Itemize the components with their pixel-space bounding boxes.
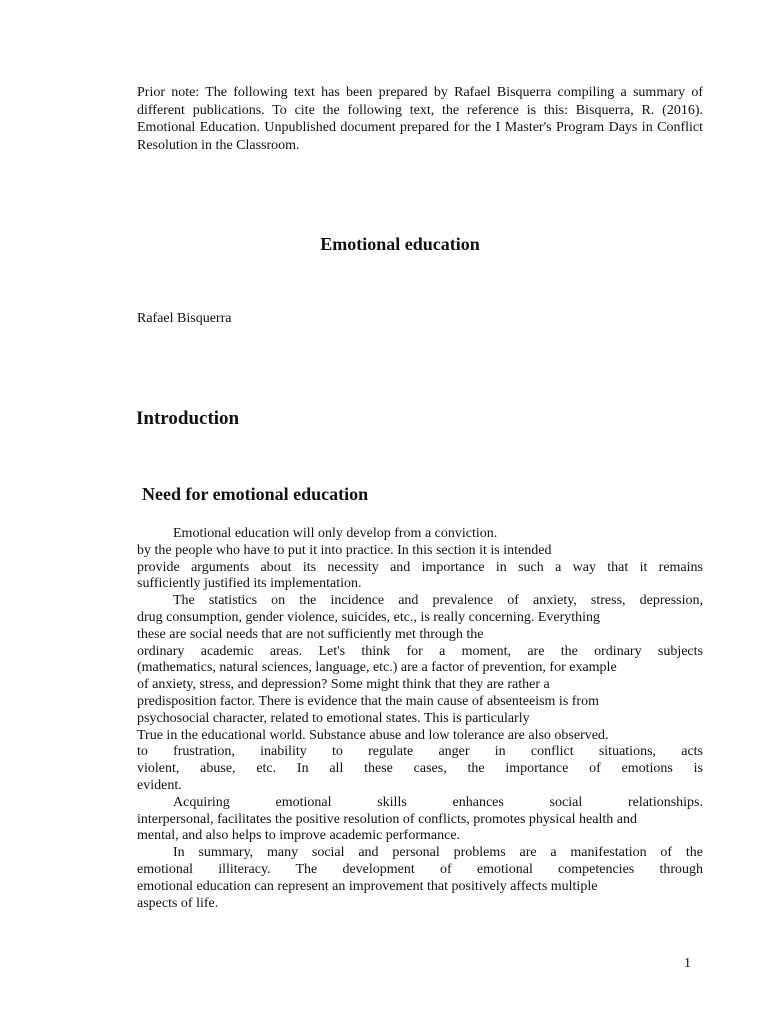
body-line: of anxiety, stress, and depression? Some might think that they are rather a [137, 677, 550, 693]
body-line: to frustration, inability to regulate anger in conflict situations, acts [137, 744, 703, 760]
body-line: psychosocial character, related to emotional states. This is particularly [137, 710, 530, 726]
body-line: interpersonal, facilitates the positive resolution of conflicts, promotes physical health and [137, 811, 637, 827]
body-line: aspects of life. [137, 895, 219, 911]
body-line: True in the educational world. Substance abuse and low tolerance are also observed. [137, 727, 609, 743]
body-line: In summary, many social and personal problems are a manifestation of the [173, 845, 703, 861]
body-line: Emotional education will only develop from a conviction. [173, 526, 498, 541]
body-line: these are social needs that are not sufficiently met through the [137, 626, 484, 642]
body-line: (mathematics, natural sciences, language, etc.) are a factor of prevention, for example [137, 660, 617, 676]
prior-note: Prior note: The following text has been prepared by Rafael Bisquerra compiling a summary of different publications. To cite the following text, the reference is this: Bisquerra, R. (2016). Emotional Education. Unpublished document prepared for the I Master's Program Days in Conflict Resolution in the Classroom. [137, 85, 703, 153]
body-line: provide arguments about its necessity and importance in such a way that it remains [137, 559, 703, 575]
body-line: mental, and also helps to improve academic performance. [137, 828, 461, 844]
body-line: by the people who have to put it into practice. In this section it is intended [137, 542, 552, 558]
body-line: ordinary academic areas. Let's think for a moment, are the ordinary subjects [137, 643, 703, 659]
page-number: 1 [684, 956, 691, 971]
body-line: emotional education can represent an improvement that positively affects multiple [137, 878, 598, 894]
body-text [137, 526, 717, 912]
author-name: Rafael Bisquerra [137, 311, 232, 326]
subsection-heading-need: Need for emotional education [142, 484, 369, 504]
body-line: The statistics on the incidence and prevalence of anxiety, stress, depression, [173, 593, 703, 609]
body-line: predisposition factor. There is evidence that the main cause of absenteeism is from [137, 693, 599, 709]
body-line: violent, abuse, etc. In all these cases, the importance of emotions is [137, 761, 703, 777]
body-line: Acquiring emotional skills enhances social relationships. [173, 794, 703, 810]
body-line: emotional illiteracy. The development of emotional competencies through [137, 861, 703, 877]
body-line: evident. [137, 777, 182, 793]
section-heading-introduction: Introduction [136, 408, 240, 429]
body-line: sufficiently justified its implementation. [137, 576, 362, 592]
document-title: Emotional education [320, 234, 480, 254]
body-line: drug consumption, gender violence, suicides, etc., is really concerning. Everything [137, 609, 601, 625]
